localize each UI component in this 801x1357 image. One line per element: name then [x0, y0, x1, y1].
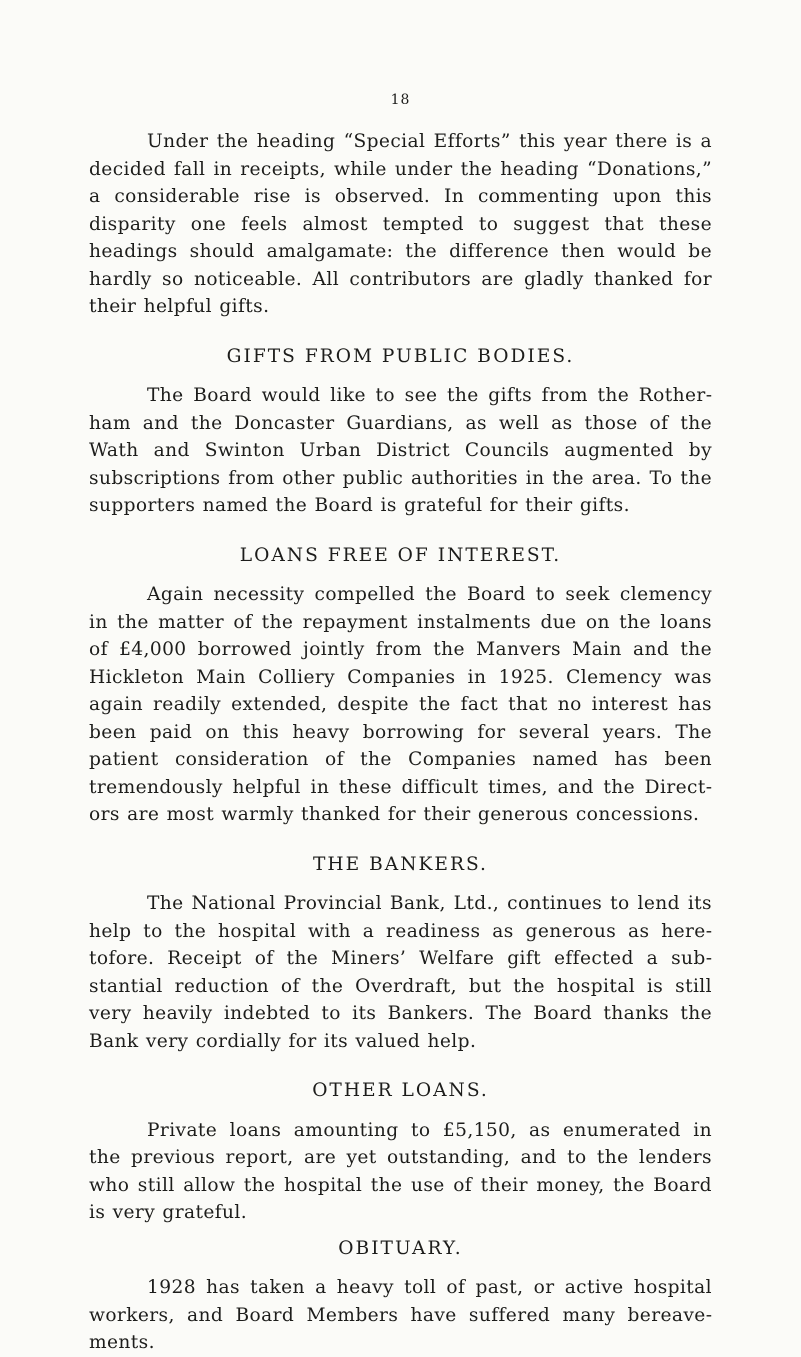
- paragraph-other-loans: Private loans amounting to £5,150, as enumerated in the previous report, are yet outstanding, and to the lenders who still allow the hospital the use of their money, the Board is very grateful.: [89, 1119, 712, 1223]
- paragraph-obituary: 1928 has taken a heavy toll of past, or active hospital workers, and Board Members have suffered many bereavements.: [89, 1277, 712, 1353]
- paragraph-the-bankers: The National Provincial Bank, Ltd., continues to lend its help to the hospital with a readiness as generous as heretofore. Receipt of the Miners’ Welfare gift effected a substantial reduction of the Overdraft, but the hospital is still very heavily indebted to its Bankers. The Board thanks the Bank very cordially for its valued help.: [89, 893, 712, 1052]
- paragraph-gifts-from-public-bodies: The Board would like to see the gifts from the Rotherham and the Doncaster Guardians, as well as those of the Wath and Swinton Urban District Councils augmented by subscriptions from other public authorities in the area. To the supporters named the Board is grateful for their gifts.: [89, 385, 712, 516]
- intro-paragraph: Under the heading “Special Efforts” this year there is a decided fall in receipts, while under the heading “Donations,” a considerable rise is observed. In commenting upon this disparity one feels almost tempted to suggest that these headings should amalgamate: the difference then would be hardly so noticeable. All contributors are gladly thanked for their helpful gifts.: [89, 131, 712, 317]
- heading-obituary: OBITUARY.: [338, 1237, 463, 1259]
- heading-gifts-from-public-bodies: GIFTS FROM PUBLIC BODIES.: [226, 345, 575, 367]
- paragraph-loans-free-of-interest: Again necessity compelled the Board to seek clemency in the matter of the repayment instalments due on the loans of £4,000 borrowed jointly from the Manvers Main and the Hickleton Main Colliery Companies in 1925. Clemency was again readily extended, despite the fact that no interest has been paid on this heavy borrowing for several years. The patient consideration of the Companies named has been tremendously helpful in these difficult times, and the Directors are most warmly thanked for their generous concessions.: [89, 584, 712, 825]
- heading-loans-free-of-interest: LOANS FREE OF INTEREST.: [239, 544, 562, 566]
- page-body: [89, 128, 712, 1357]
- page-number: 18: [390, 92, 411, 108]
- heading-the-bankers: THE BANKERS.: [313, 853, 488, 875]
- heading-other-loans: OTHER LOANS.: [312, 1080, 489, 1101]
